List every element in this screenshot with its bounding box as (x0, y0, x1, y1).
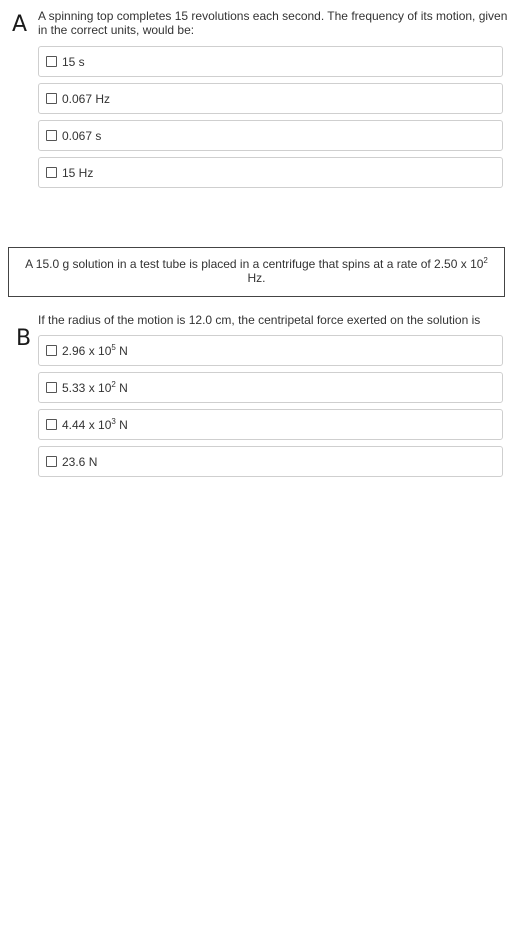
question-a-option-1[interactable] (38, 46, 503, 77)
question-b-option-4[interactable] (38, 446, 503, 477)
option-base: 23.6 N (62, 454, 98, 469)
question-b-option-3[interactable] (38, 409, 503, 440)
question-a-option-2[interactable] (38, 83, 503, 114)
option-unit: N (115, 380, 128, 395)
option-label: 15 Hz (62, 165, 94, 180)
question-b-options (38, 335, 503, 483)
option-exponent: 2 (111, 379, 116, 389)
stem-unit: Hz. (247, 271, 266, 285)
checkbox-icon[interactable] (46, 382, 57, 393)
checkbox-icon[interactable] (46, 56, 57, 67)
checkbox-icon[interactable] (46, 167, 57, 178)
option-base: 2.96 x 10 (62, 343, 112, 358)
checkbox-icon[interactable] (46, 419, 57, 430)
option-label (62, 455, 97, 469)
question-a-text: A spinning top completes 15 revolutions each second. The frequency of its motion, given in the correct units, would be: (38, 9, 508, 37)
option-label: 15 s (62, 54, 85, 69)
option-label: 0.067 s (62, 128, 102, 143)
option-label (62, 344, 128, 358)
option-label: 0.067 Hz (62, 91, 111, 106)
option-exponent: 5 (111, 342, 116, 352)
option-base: 4.44 x 10 (62, 417, 112, 432)
option-label (62, 381, 128, 395)
question-b-text: If the radius of the motion is 12.0 cm, the centripetal force exerted on the solution is (38, 313, 481, 327)
option-label (62, 418, 128, 432)
option-base: 5.33 x 10 (62, 380, 112, 395)
question-b-letter: B (16, 326, 32, 351)
checkbox-icon[interactable] (46, 93, 57, 104)
question-a-option-3[interactable] (38, 120, 503, 151)
option-exponent: 3 (111, 416, 116, 426)
question-a-options (38, 46, 503, 194)
stem-text: A 15.0 g solution in a test tube is placed in a centrifuge that spins at a rate of 2.50 x 10 (25, 257, 484, 271)
question-a-letter: A (12, 12, 28, 37)
stem-exponent: 2 (483, 256, 488, 265)
problem-stem-box (8, 247, 505, 297)
checkbox-icon[interactable] (46, 130, 57, 141)
option-unit: N (115, 343, 128, 358)
checkbox-icon[interactable] (46, 345, 57, 356)
option-unit: N (115, 417, 128, 432)
checkbox-icon[interactable] (46, 456, 57, 467)
question-a-option-4[interactable] (38, 157, 503, 188)
question-b-option-2[interactable] (38, 372, 503, 403)
question-b-option-1[interactable] (38, 335, 503, 366)
